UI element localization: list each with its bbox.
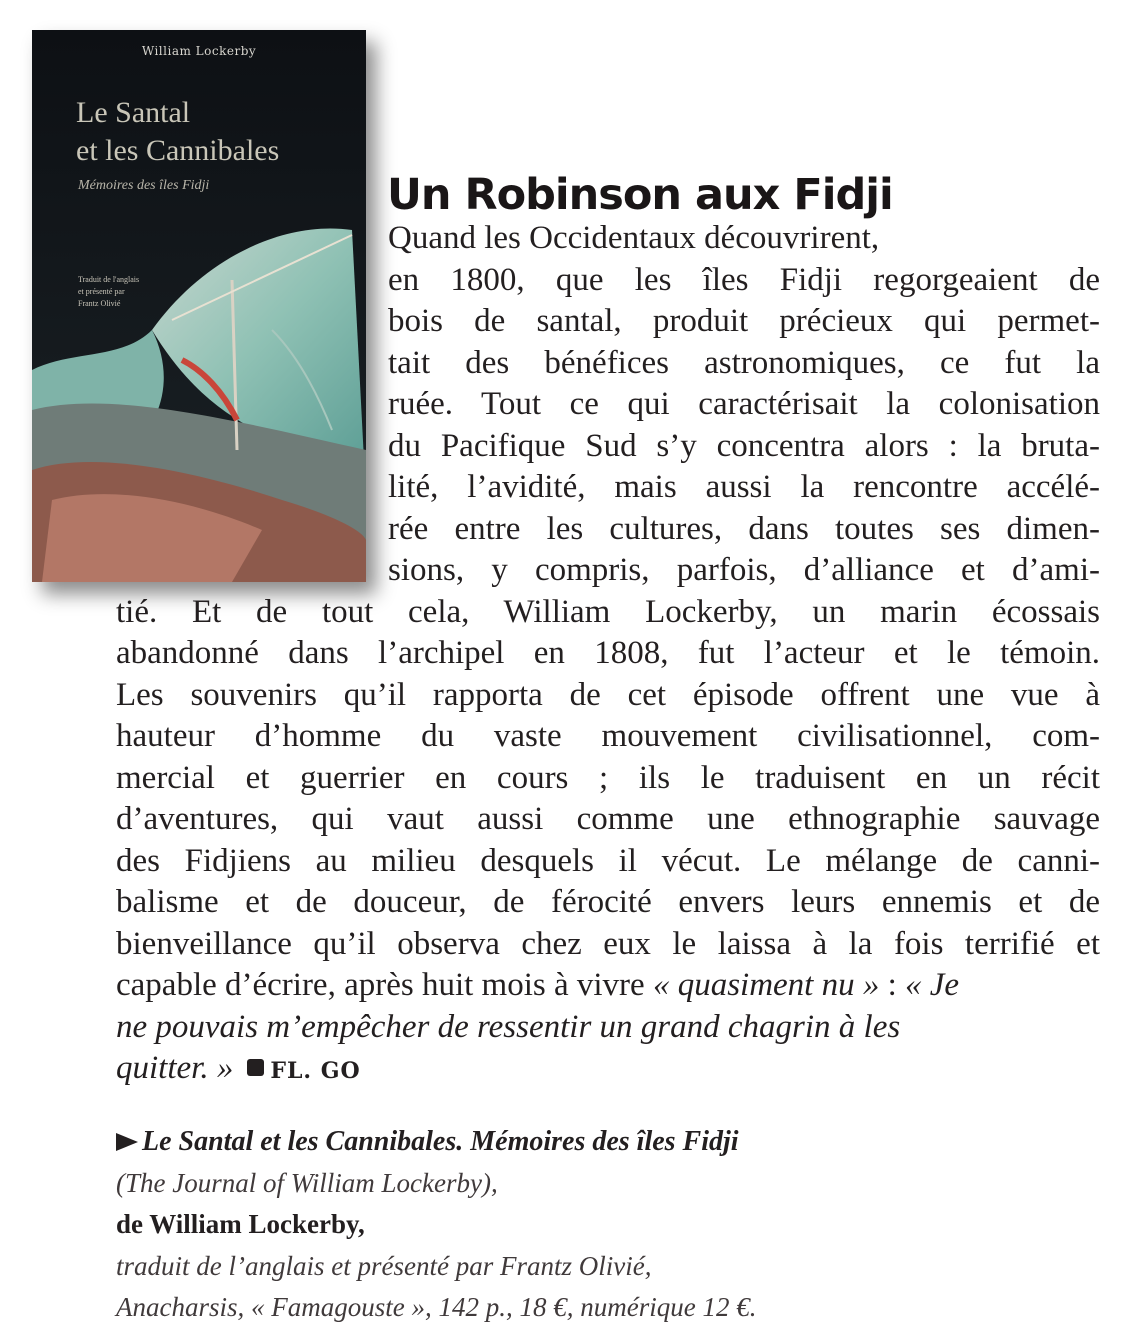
body-line: rée entre les cultures, dans toutes ses dimen- bbox=[388, 510, 1100, 547]
cover-author: William Lockerby bbox=[141, 44, 257, 58]
end-square-icon bbox=[247, 1059, 264, 1076]
reference-original-title: (The Journal of William Lockerby), bbox=[116, 1167, 498, 1198]
body-line: d’aventures, qui vaut aussi comme une ethnographie sauvage bbox=[116, 801, 1100, 837]
body-line: sions, y compris, parfois, d’alliance et d’ami- bbox=[388, 552, 1100, 588]
cover-credits: Traduit de l'anglais et présenté par Frantz Olivié bbox=[78, 275, 140, 308]
body-line: lité, l’avidité, mais aussi la rencontre accélé- bbox=[388, 469, 1100, 505]
body-text: : bbox=[879, 967, 906, 1003]
body-line: tié. Et de tout cela, William Lockerby, un marin écossais bbox=[116, 593, 1100, 630]
arrow-right-icon bbox=[116, 1133, 138, 1151]
quote-start: « Je bbox=[905, 967, 960, 1003]
body-line bbox=[0, 1007, 1140, 1049]
article-headline: Un Robinson aux Fidji bbox=[387, 170, 893, 220]
body-line: mercial et guerrier en cours ; ils le traduisent en un récit bbox=[116, 759, 1100, 796]
body-line: Les souvenirs qu’il rapporta de cet épisode offrent une vue à bbox=[116, 676, 1100, 713]
body-line: tait des bénéfices astronomiques, ce fut la bbox=[388, 344, 1100, 381]
reference-title-line bbox=[116, 1121, 1096, 1163]
quote-end: quitter. » bbox=[116, 1050, 234, 1086]
body-line: en 1800, que les îles Fidji regorgeaient de bbox=[388, 261, 1100, 298]
body-line: bois de santal, produit précieux qui permet- bbox=[388, 303, 1100, 339]
book-reference bbox=[116, 1121, 1096, 1329]
reference-publisher: Anacharsis, « Famagouste », 142 p., 18 €, numérique 12 €. bbox=[116, 1292, 757, 1322]
body-line: hauteur d’homme du vaste mouvement civilisationnel, com- bbox=[116, 718, 1100, 754]
body-text: capable d’écrire, après huit mois à vivre bbox=[116, 967, 653, 1003]
reference-author: de William Lockerby, bbox=[116, 1209, 365, 1239]
body-line: balisme et de douceur, de férocité envers leurs ennemis et de bbox=[116, 884, 1100, 920]
body-line: abandonné dans l’archipel en 1808, fut l’acteur et le témoin. bbox=[116, 635, 1100, 671]
cover-subtitle: Mémoires des îles Fidji bbox=[78, 178, 210, 193]
author-signature: FL. GO bbox=[270, 1058, 361, 1084]
quote-quasiment-nu: « quasiment nu » bbox=[652, 967, 880, 1003]
body-line: du Pacifique Sud s’y concentra alors : la bruta- bbox=[388, 427, 1100, 464]
body-line: Quand les Occidentaux découvrirent, bbox=[388, 220, 880, 256]
body-line: bienveillance qu’il observa chez eux le laissa à la fois terrifié et bbox=[116, 925, 1100, 962]
cover-title: Le Santal et les Cannibales bbox=[76, 96, 280, 167]
quote-text: ne pouvais m’empêcher de ressentir un grand chagrin à les bbox=[116, 1008, 901, 1045]
body-line bbox=[0, 1048, 1140, 1090]
body-line: des Fidjiens au milieu desquels il vécut. Le mélange de canni- bbox=[116, 842, 1100, 879]
reference-translator: traduit de l’anglais et présenté par Frantz Olivié, bbox=[116, 1250, 652, 1281]
body-line: ruée. Tout ce qui caractérisait la colonisation bbox=[388, 386, 1100, 422]
reference-title: Le Santal et les Cannibales. Mémoires des îles Fidji bbox=[142, 1126, 739, 1157]
body-line bbox=[0, 965, 1140, 1007]
article-body bbox=[0, 218, 1140, 1090]
